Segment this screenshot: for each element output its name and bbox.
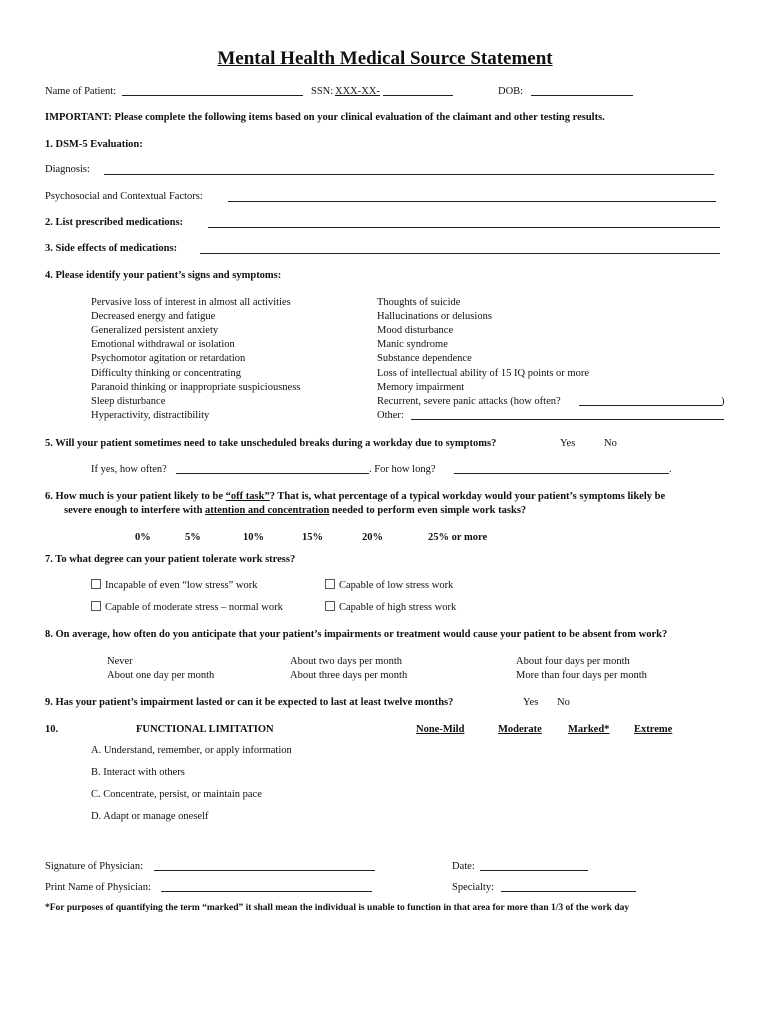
- how-often-field[interactable]: [176, 473, 369, 474]
- checkbox-icon[interactable]: [91, 601, 101, 611]
- stress-option-incapable[interactable]: Incapable of even “low stress” work: [91, 579, 257, 592]
- limitation-item: C. Concentrate, persist, or maintain pace: [91, 789, 262, 800]
- q2-label: 2. List prescribed medications:: [45, 217, 184, 228]
- checkbox-icon[interactable]: [325, 579, 335, 589]
- how-long-label: . For how long?: [369, 464, 436, 475]
- functional-limitation-heading: FUNCTIONAL LIMITATION: [136, 724, 274, 735]
- patient-name-label: Name of Patient:: [45, 86, 117, 97]
- q9-yes-option[interactable]: Yes: [523, 697, 539, 708]
- absence-option-two-days[interactable]: About two days per month: [290, 656, 402, 667]
- off-task-option-25-plus[interactable]: 25% or more: [428, 532, 488, 543]
- symptom-item[interactable]: Hallucinations or delusions: [377, 311, 492, 322]
- column-moderate: Moderate: [498, 724, 542, 735]
- q8-question: 8. On average, how often do you anticipate that your patient’s impairments or treatment would cause your patient to be absent from work?: [45, 629, 668, 640]
- q3-label: 3. Side effects of medications:: [45, 243, 178, 254]
- symptom-item[interactable]: Pervasive loss of interest in almost all activities: [91, 297, 291, 308]
- marked-definition-note: *For purposes of quantifying the term “marked” it shall mean the individual is unable to function in that area for more than 1/3 of the work day: [45, 903, 630, 913]
- symptom-item[interactable]: Hyperactivity, distractibility: [91, 410, 210, 421]
- symptom-item[interactable]: Thoughts of suicide: [377, 297, 461, 308]
- important-note: IMPORTANT: Please complete the following items based on your clinical evaluation of the claimant and other testing results.: [45, 112, 605, 123]
- symptom-item[interactable]: Substance dependence: [377, 353, 472, 364]
- print-name-label: Print Name of Physician:: [45, 882, 151, 893]
- absence-option-never[interactable]: Never: [107, 656, 133, 667]
- off-task-option-15[interactable]: 15%: [302, 532, 323, 543]
- absence-option-one-day[interactable]: About one day per month: [107, 670, 215, 681]
- ssn-label: SSN:: [311, 86, 334, 97]
- symptom-item[interactable]: Manic syndrome: [377, 339, 448, 350]
- limitation-item: D. Adapt or manage oneself: [91, 811, 209, 822]
- other-symptom-field[interactable]: [411, 419, 724, 420]
- symptom-item[interactable]: Mood disturbance: [377, 325, 454, 336]
- symptom-item[interactable]: Difficulty thinking or concentrating: [91, 368, 241, 379]
- patient-name-field[interactable]: [122, 95, 303, 96]
- diagnosis-label: Diagnosis:: [45, 164, 90, 175]
- q6-question-line1: 6. How much is your patient likely to be “off task”? That is, what percentage of a typical workday would your patient’s symptoms likely be: [45, 491, 666, 502]
- q6-question-line2: severe enough to interfere with attention and concentration needed to perform even simple work tasks?: [64, 505, 527, 516]
- symptom-item[interactable]: Loss of intellectual ability of 15 IQ points or more: [377, 368, 589, 379]
- off-task-term: “off task”: [225, 491, 270, 502]
- specialty-field[interactable]: [501, 891, 636, 892]
- symptom-item[interactable]: Decreased energy and fatigue: [91, 311, 216, 322]
- q5-yes-option[interactable]: Yes: [560, 438, 576, 449]
- specialty-label: Specialty:: [452, 882, 494, 893]
- symptom-item[interactable]: Recurrent, severe panic attacks (how often?: [377, 396, 561, 407]
- limitation-item: B. Interact with others: [91, 767, 185, 778]
- q7-question: 7. To what degree can your patient tolerate work stress?: [45, 554, 296, 565]
- side-effects-field[interactable]: [200, 253, 720, 254]
- psychosocial-label: Psychosocial and Contextual Factors:: [45, 191, 203, 202]
- absence-option-four-days[interactable]: About four days per month: [516, 656, 630, 667]
- signature-field[interactable]: [154, 870, 375, 871]
- print-name-field[interactable]: [161, 891, 372, 892]
- symptom-item[interactable]: Generalized persistent anxiety: [91, 325, 219, 336]
- absence-option-three-days[interactable]: About three days per month: [290, 670, 408, 681]
- dob-field[interactable]: [531, 95, 633, 96]
- stress-option-high[interactable]: Capable of high stress work: [325, 601, 456, 614]
- limitation-item: A. Understand, remember, or apply information: [91, 745, 292, 756]
- dob-label: DOB:: [498, 86, 524, 97]
- medications-field[interactable]: [208, 227, 720, 228]
- off-task-option-20[interactable]: 20%: [362, 532, 383, 543]
- q9-question: 9. Has your patient’s impairment lasted or can it be expected to last at least twelve months?: [45, 697, 454, 708]
- how-often-label: If yes, how often?: [91, 464, 167, 475]
- symptom-item[interactable]: Psychomotor agitation or retardation: [91, 353, 246, 364]
- symptom-item[interactable]: Emotional withdrawal or isolation: [91, 339, 235, 350]
- q5-question: 5. Will your patient sometimes need to take unscheduled breaks during a workday due to symptoms?: [45, 438, 497, 449]
- stress-option-moderate[interactable]: Capable of moderate stress – normal work: [91, 601, 283, 614]
- q4-heading: 4. Please identify your patient’s signs and symptoms:: [45, 270, 282, 281]
- stress-option-low[interactable]: Capable of low stress work: [325, 579, 453, 592]
- absence-option-more-than-four[interactable]: More than four days per month: [516, 670, 647, 681]
- diagnosis-field[interactable]: [104, 174, 714, 175]
- ssn-prefix: XXX-XX-: [335, 86, 380, 97]
- page-title: Mental Health Medical Source Statement: [217, 48, 553, 69]
- psychosocial-field[interactable]: [228, 201, 716, 202]
- off-task-option-0[interactable]: 0%: [135, 532, 151, 543]
- attention-term: attention and concentration: [205, 505, 330, 516]
- date-field[interactable]: [480, 870, 588, 871]
- date-label: Date:: [452, 861, 475, 872]
- symptom-item[interactable]: Memory impairment: [377, 382, 465, 393]
- panic-frequency-field[interactable]: [579, 405, 722, 406]
- symptom-item[interactable]: Other:: [377, 410, 404, 421]
- column-marked: Marked*: [568, 724, 610, 735]
- signature-label: Signature of Physician:: [45, 861, 143, 872]
- off-task-option-10[interactable]: 10%: [243, 532, 264, 543]
- off-task-option-5[interactable]: 5%: [185, 532, 201, 543]
- checkbox-icon[interactable]: [91, 579, 101, 589]
- panic-close-paren: ): [721, 396, 725, 407]
- ssn-field[interactable]: [383, 95, 453, 96]
- checkbox-icon[interactable]: [325, 601, 335, 611]
- q5-no-option[interactable]: No: [604, 438, 617, 449]
- q1-heading: 1. DSM-5 Evaluation:: [45, 139, 143, 150]
- how-long-end-dot: .: [669, 464, 672, 475]
- how-long-field[interactable]: [454, 473, 669, 474]
- q9-no-option[interactable]: No: [557, 697, 570, 708]
- symptom-item[interactable]: Sleep disturbance: [91, 396, 166, 407]
- column-extreme: Extreme: [634, 724, 673, 735]
- q10-number: 10.: [45, 724, 59, 735]
- column-none-mild: None-Mild: [416, 724, 465, 735]
- symptom-item[interactable]: Paranoid thinking or inappropriate suspiciousness: [91, 382, 301, 393]
